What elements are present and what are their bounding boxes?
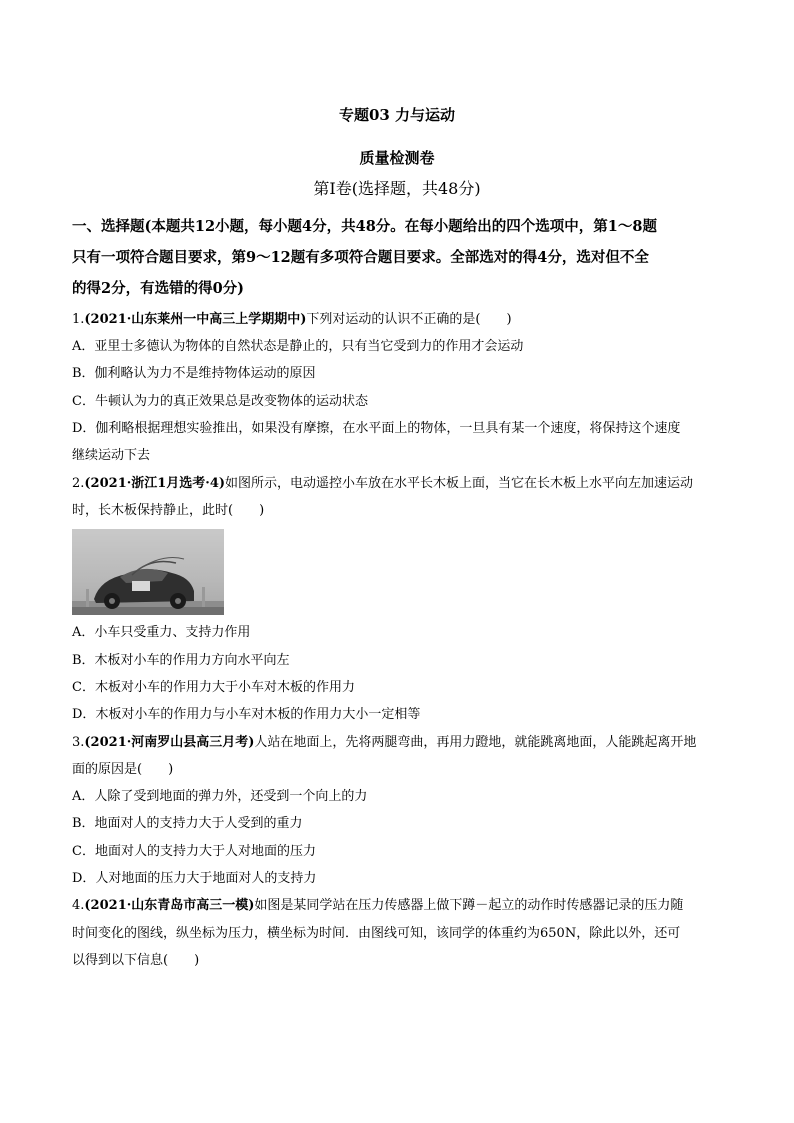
question-number: 2. (72, 476, 85, 491)
question-source: (2021·河南罗山县高三月考) (84, 735, 255, 750)
remote-car-photo-drawing (72, 529, 224, 615)
question-text-continued: 时，长木板保持静止，此时( ) (72, 503, 265, 518)
option-b: B．木板对小车的作用力方向水平向左 (72, 653, 290, 668)
option-c: C．地面对人的支持力大于人对地面的压力 (72, 844, 316, 859)
option-a: A．亚里士多德认为物体的自然状态是静止的，只有当它受到力的作用才会运动 (72, 339, 524, 354)
option-c: C．牛顿认为力的真正效果总是改变物体的运动状态 (72, 394, 368, 409)
question-3-stem (72, 734, 696, 752)
question-source: (2021·山东青岛市高三一模) (84, 898, 255, 913)
option-d: D．伽利略根据理想实验推出，如果没有摩擦，在水平面上的物体，一旦具有某一个速度，将保持这个速度 (72, 421, 681, 436)
question-text-continued: 面的原因是( ) (72, 762, 174, 777)
section-instruction-line: 只有一项符合题目要求，第9～12题有多项符合题目要求。全部选对的得4分，选对但不全 (72, 249, 649, 266)
question-number: 4. (72, 898, 85, 913)
option-d: D．木板对小车的作用力与小车对木板的作用力大小一定相等 (72, 707, 421, 722)
page-title: 专题03 力与运动 (338, 106, 456, 124)
option-a: A．人除了受到地面的弹力外，还受到一个向上的力 (72, 789, 368, 804)
question-1-stem (72, 311, 512, 329)
option-c: C．木板对小车的作用力大于小车对木板的作用力 (72, 680, 355, 695)
question-source: (2021·山东莱州一中高三上学期期中) (84, 312, 307, 327)
volume-heading: 第Ⅰ卷(选择题，共48分) (313, 179, 481, 198)
option-b: B．地面对人的支持力大于人受到的重力 (72, 816, 303, 831)
option-d-continued: 继续运动下去 (72, 448, 151, 463)
question-text: 人站在地面上，先将两腿弯曲，再用力蹬地，就能跳离地面，人能跳起离开地 (254, 735, 697, 750)
question-4-stem (72, 897, 683, 915)
question-text: 如图是某同学站在压力传感器上做下蹲－起立的动作时传感器记录的压力随 (254, 898, 684, 913)
section-instruction-line: 一、选择题(本题共12小题，每小题4分，共48分。在每小题给出的四个选项中，第1～8题 (72, 218, 657, 235)
option-a: A．小车只受重力、支持力作用 (72, 625, 251, 640)
question-number: 3. (72, 735, 85, 750)
question-2-stem (72, 475, 693, 493)
remote-car-photo (72, 529, 224, 615)
section-instruction-line: 的得2分，有选错的得0分) (72, 280, 245, 297)
option-d: D．人对地面的压力大于地面对人的支持力 (72, 871, 317, 886)
question-text: 下列对运动的认识不正确的是( ) (306, 312, 512, 327)
question-source: (2021·浙江1月选考·4) (84, 476, 226, 491)
option-b: B．伽利略认为力不是维持物体运动的原因 (72, 366, 316, 381)
question-text-continued: 以得到以下信息( ) (72, 953, 200, 968)
page-subtitle: 质量检测卷 (359, 149, 435, 167)
question-number: 1. (72, 312, 85, 327)
question-text: 如图所示，电动遥控小车放在水平长木板上面，当它在长木板上水平向左加速运动 (225, 476, 694, 491)
question-text-continued: 时间变化的图线，纵坐标为压力，横坐标为时间．由图线可知，该同学的体重约为650N，除此以外，还可 (72, 926, 681, 941)
